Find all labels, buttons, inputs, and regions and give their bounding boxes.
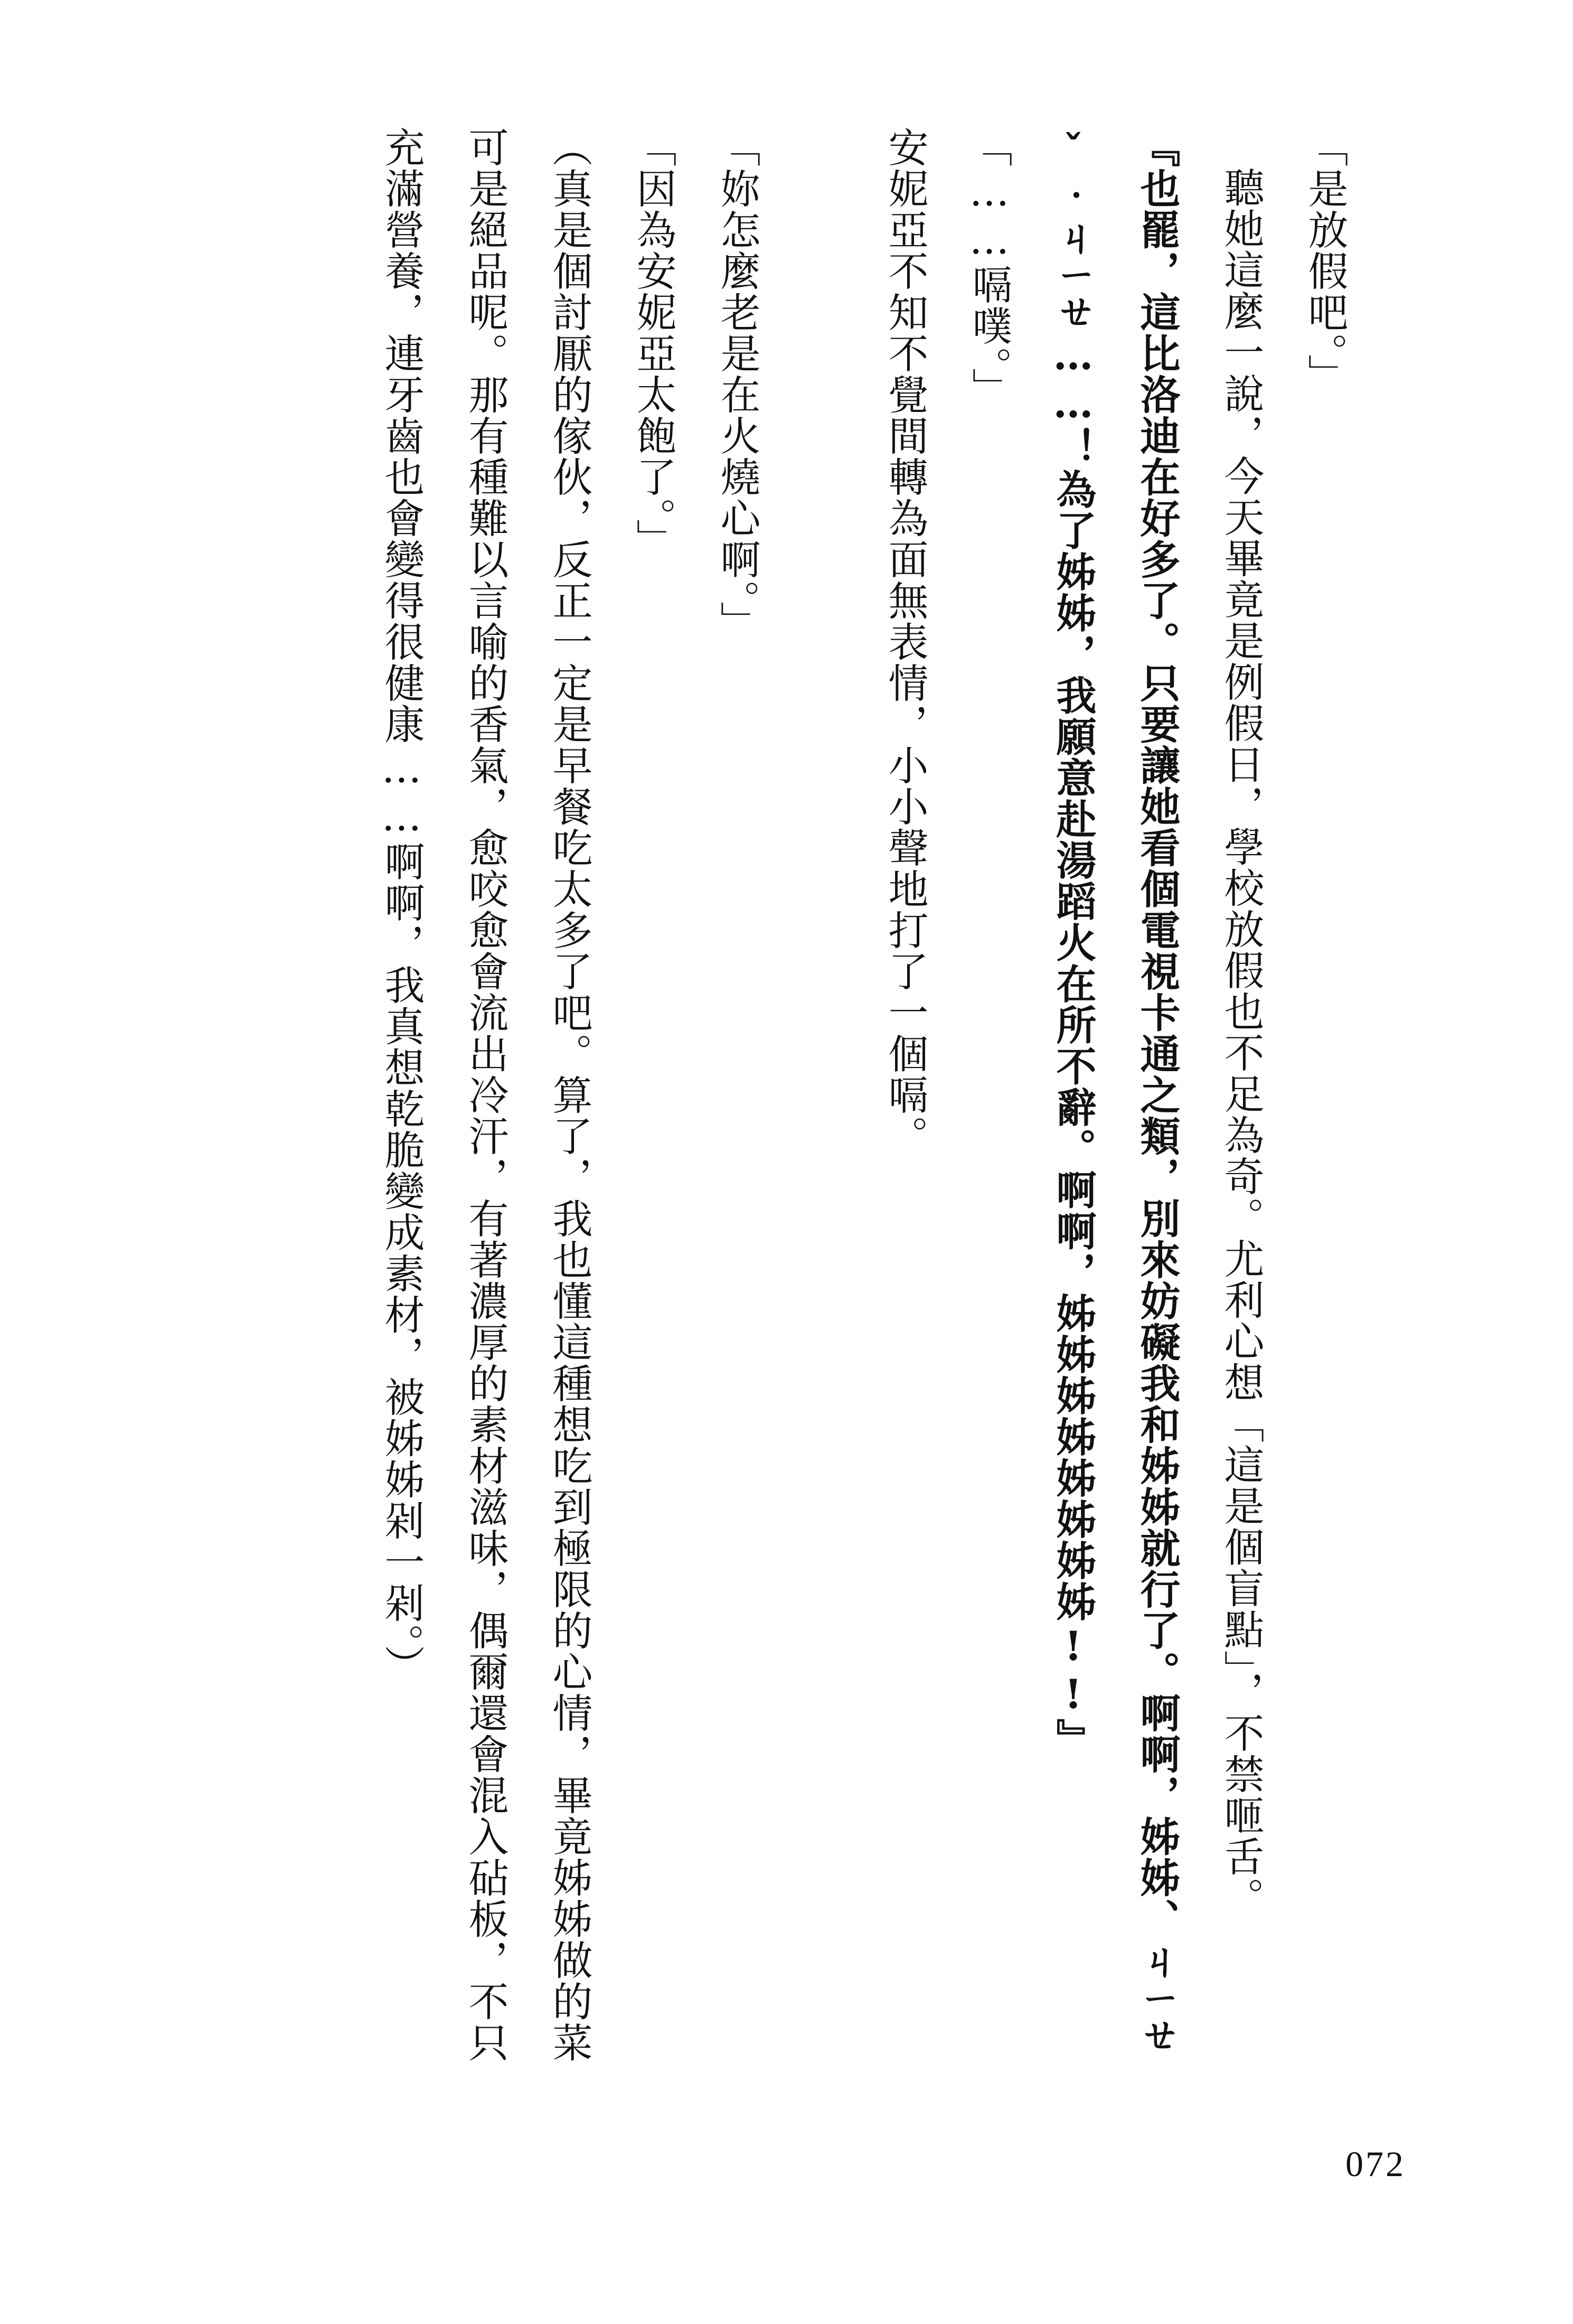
dialogue-line: 「是放假吧。」	[1302, 127, 1349, 395]
inner-monologue-bold: 『也罷，這比洛迪在好多了。只要讓她看個電視卡通之類，別來妨礙我和姊姊就行了。啊啊，姊姊、ㄐㄧㄝˇ‧ㄐㄧㄝ……！為了姊姊，我願意赴湯蹈火在所不辭。啊啊，姊姊姊姊姊姊姊姊!!』	[1050, 127, 1181, 2055]
narration-paragraph: 聽她這麼一說，今天畢竟是例假日，學校放假也不足為奇。尤利心想「這是個盲點」，不禁咂舌。	[1218, 167, 1265, 1918]
page-number: 072	[1345, 2144, 1406, 2184]
scene-break	[779, 127, 863, 2081]
dialogue-line: 「妳怎麼老是在火燒心啊。」	[714, 127, 761, 642]
narration-paragraph: 安妮亞不知不覺間轉為面無表情，小小聲地打了一個嗝。	[882, 127, 929, 1157]
dialogue-line: 「因為安妮亞太飽了。」	[630, 127, 677, 560]
body-text	[360, 127, 1367, 2081]
dialogue-line: 「……嗝噗。」	[966, 127, 1013, 409]
inner-monologue: （真是個討厭的傢伙，反正一定是早餐吃太多了吧。算了，我也懂這種想吃到極限的心情，畢竟姊姊做的菜可是絕品呢。那有種難以言喻的香氣，愈咬愈會流出冷汗，有著濃厚的素材滋味，偶爾還會混入砧板，不只充滿營養，連牙齒也會變得很健康……啊啊，我真想乾脆變成素材，被姊姊剁一剁。）	[378, 127, 593, 2063]
